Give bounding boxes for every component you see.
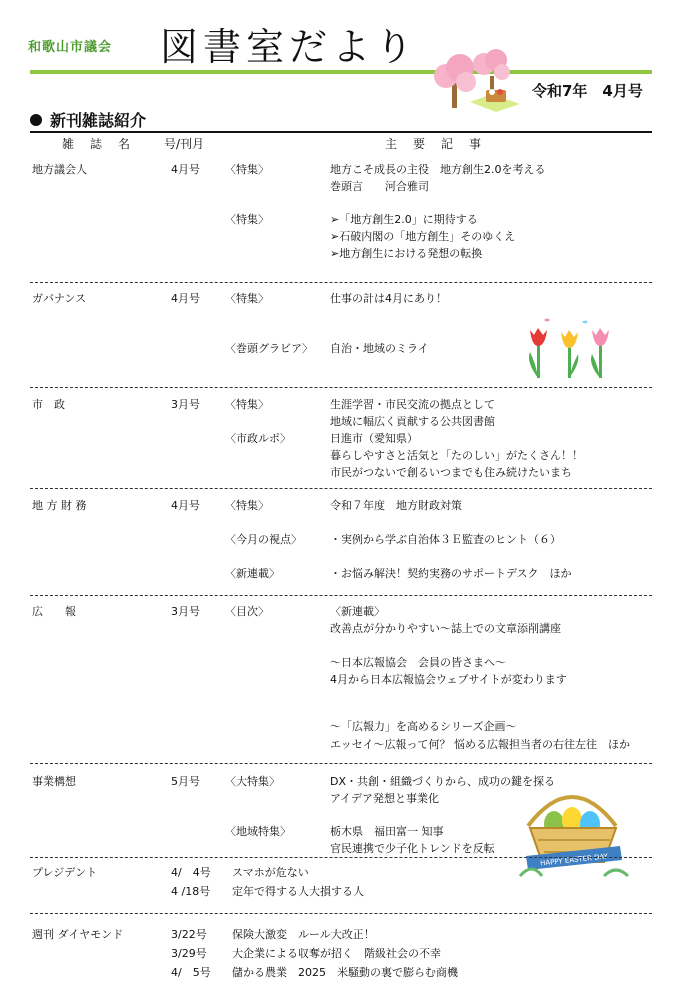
- issue-date: 4 /18号: [171, 885, 211, 898]
- article-line: 巻頭言 河合雅司: [330, 180, 429, 193]
- row-separator: [30, 763, 652, 764]
- article-line: 地方こそ成長の主役 地方創生2.0を考える: [330, 163, 546, 176]
- article-line: ～日本広報協会 会員の皆さまへ～: [330, 656, 506, 669]
- row-separator: [30, 913, 652, 914]
- article-line: 官民連携で少子化トレンドを反転: [330, 842, 495, 855]
- newsletter-title: 図書室だより: [160, 25, 419, 69]
- magazine-name: 地方議会人: [32, 163, 87, 176]
- article-line: アイデア発想と事業化: [330, 792, 440, 805]
- article-label: 〈市政ルポ〉: [225, 432, 291, 445]
- issue-date: 3/29号: [171, 947, 207, 960]
- article-label: 〈目次〉: [225, 605, 269, 618]
- article-label: 〈地域特集〉: [225, 825, 291, 838]
- magazine-issue: 5月号: [171, 775, 200, 788]
- magazine-name: 市 政: [32, 398, 65, 411]
- issue-headline: 保険大激変 ルール大改正！: [232, 928, 375, 941]
- article-line: ➢石破内閣の「地方創生」そのゆくえ: [330, 230, 516, 243]
- article-line: 〈新連載〉: [330, 605, 385, 618]
- row-separator: [30, 857, 652, 858]
- tulip-illustration: [522, 318, 614, 380]
- magazine-name: ガバナンス: [32, 292, 87, 305]
- issue-headline: 儲かる農業 2025 米騒動の裏で膨らむ商機: [232, 966, 458, 979]
- row-separator: [30, 488, 652, 489]
- article-label: 〈特集〉: [225, 213, 269, 226]
- article-line: ～「広報力」を高めるシリーズ企画～: [330, 720, 517, 733]
- column-header-issue: 号/刊月: [164, 137, 205, 151]
- magazine-name: プレジデント: [32, 866, 98, 879]
- easter-basket-illustration: [512, 782, 634, 878]
- magazine-issue: 3月号: [171, 398, 200, 411]
- article-line: 仕事の計は4月にあり！: [330, 292, 447, 305]
- article-line: ➢「地方創生2.0」に期待する: [330, 213, 478, 226]
- article-line: 市民がつないで創るいつまでも住み続けたいまち: [330, 466, 572, 479]
- magazine-name: 広 報: [32, 605, 76, 618]
- article-line: 自治・地域のミライ: [330, 342, 429, 355]
- magazine-issue: 4月号: [171, 499, 200, 512]
- issue-headline: スマホが危ない: [232, 866, 309, 879]
- cherry-blossom-picnic-illustration: [430, 46, 526, 112]
- column-header-articles: 主 要 記 事: [385, 137, 484, 151]
- issue-date: 4/ 4号: [171, 866, 211, 879]
- article-line: 栃木県 福田富一 知事: [330, 825, 444, 838]
- article-label: 〈巻頭グラビア〉: [225, 342, 313, 355]
- header-divider: [30, 70, 652, 74]
- article-line: ・お悩み解決！契約実務のサポートデスク ほか: [330, 567, 572, 580]
- article-line: 地域に幅広く貢献する公共図書館: [330, 415, 495, 428]
- row-separator: [30, 595, 652, 596]
- magazine-issue: 4月号: [171, 163, 200, 176]
- article-line: DX・共創・組織づくりから、成功の鍵を探る: [330, 775, 556, 788]
- article-label: 〈特集〉: [225, 163, 269, 176]
- issue-date: 3/22号: [171, 928, 207, 941]
- issue-headline: 大企業による収奪が招く 階級社会の不幸: [232, 947, 441, 960]
- article-label: 〈特集〉: [225, 499, 269, 512]
- row-separator: [30, 282, 652, 283]
- article-line: 暮らしやすさと活気と「たのしい」がたくさん！！: [330, 449, 583, 462]
- article-line: 生涯学習・市民交流の拠点として: [330, 398, 495, 411]
- article-line: 4月から日本広報協会ウェブサイトが変わります: [330, 673, 567, 686]
- org-name: 和歌山市議会: [28, 40, 113, 55]
- basket-ribbon-text: HAPPY EASTER DAY: [539, 852, 609, 868]
- article-line: ➢地方創生における発想の転換: [330, 247, 483, 260]
- issue-label: 令和7年 4月号: [532, 82, 643, 100]
- table-header-rule: [30, 131, 652, 133]
- article-line: エッセイ～広報って何？ 悩める広報担当者の右往左往 ほか: [330, 738, 630, 751]
- article-label: 〈大特集〉: [225, 775, 280, 788]
- column-header-magazine: 雑 誌 名: [62, 137, 133, 151]
- article-label: 〈新連載〉: [225, 567, 280, 580]
- article-line: ・実例から学ぶ自治体３Ｅ監査のヒント（６）: [330, 533, 561, 546]
- magazine-name: 週刊 ダイヤモンド: [32, 928, 124, 941]
- magazine-issue: 3月号: [171, 605, 200, 618]
- issue-headline: 定年で得する人大損する人: [232, 885, 364, 898]
- article-label: 〈特集〉: [225, 292, 269, 305]
- row-separator: [30, 387, 652, 388]
- article-label: 〈特集〉: [225, 398, 269, 411]
- article-label: 〈今月の視点〉: [225, 533, 302, 546]
- magazine-issue: 4月号: [171, 292, 200, 305]
- article-line: 日進市（愛知県）: [330, 432, 418, 445]
- magazine-name: 事業構想: [32, 775, 76, 788]
- issue-date: 4/ 5号: [171, 966, 211, 979]
- section-title: 新刊雑誌紹介: [30, 108, 146, 131]
- article-line: 令和７年度 地方財政対策: [330, 499, 462, 512]
- magazine-name: 地 方 財 務: [32, 499, 87, 512]
- article-line: 改善点が分かりやすい～誌上での文章添削講座: [330, 622, 561, 635]
